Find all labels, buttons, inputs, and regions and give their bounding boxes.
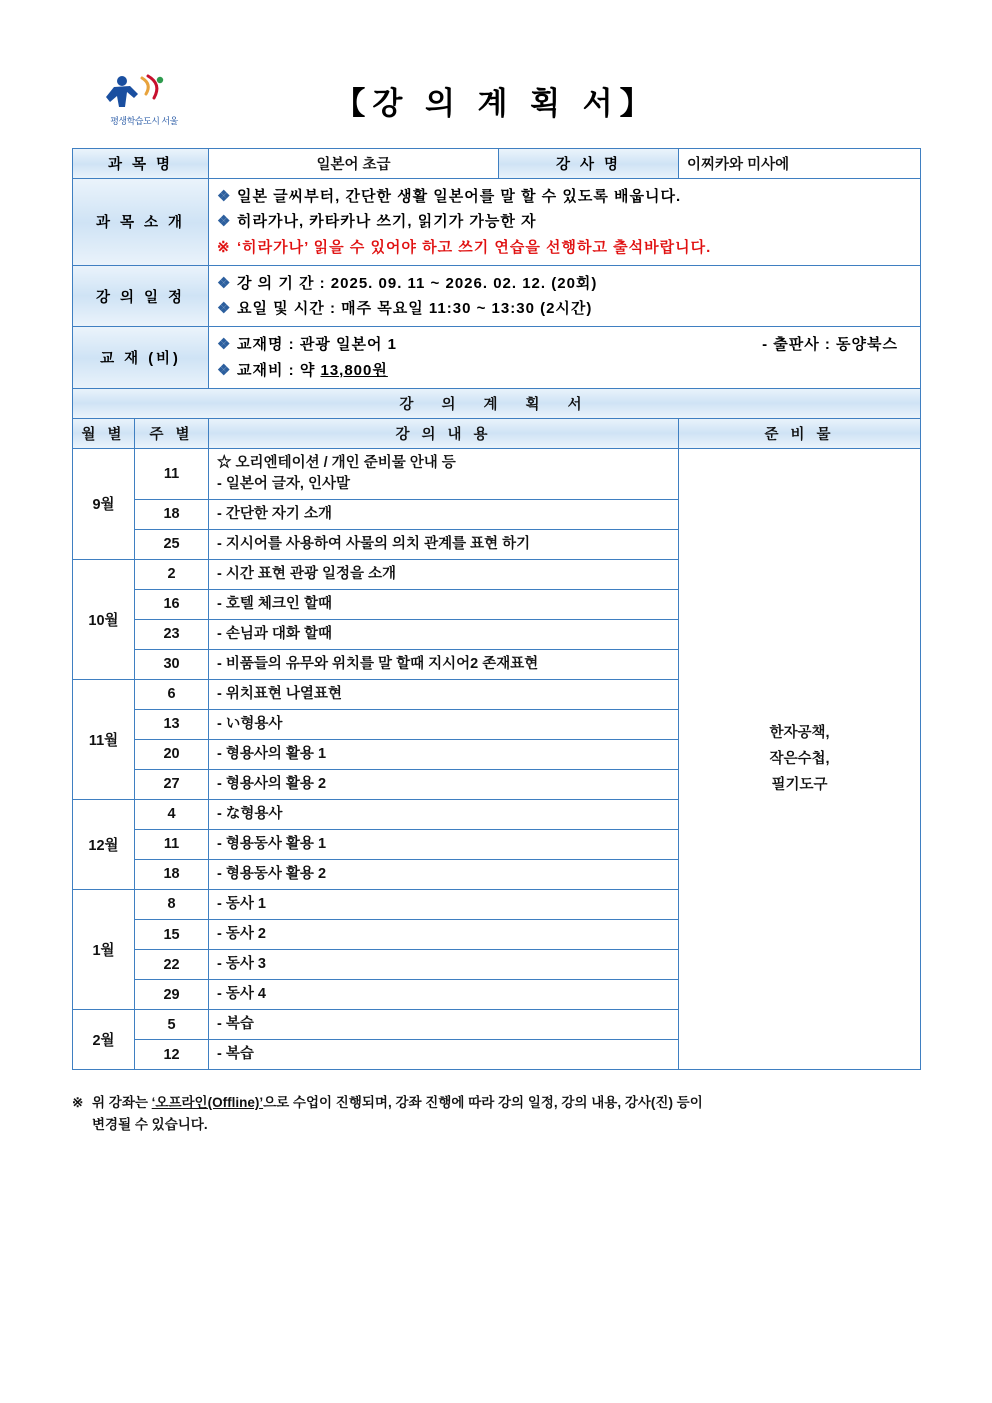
- week-cell: 4: [135, 799, 209, 829]
- diamond-bullet-icon: ❖: [217, 213, 231, 231]
- month-cell: 12월: [73, 799, 135, 889]
- week-cell: 6: [135, 679, 209, 709]
- lesson-content-line: - 형용동사 활용 1: [217, 835, 327, 852]
- lesson-content-line: - 동사 1: [217, 895, 266, 912]
- teacher-label: 강 사 명: [499, 149, 679, 179]
- lesson-content-line: - 지시어를 사용하여 사물의 의치 관계를 표현 하기: [217, 535, 531, 552]
- table-row-textbook: [73, 327, 921, 389]
- week-cell: 20: [135, 739, 209, 769]
- subject-label: 과 목 명: [73, 149, 209, 179]
- month-cell: 10월: [73, 559, 135, 679]
- week-cell: 29: [135, 980, 209, 1010]
- month-cell: 9월: [73, 448, 135, 559]
- lesson-content-line: - 형용사의 활용 2: [217, 775, 327, 792]
- intro-label: 과 목 소 개: [73, 179, 209, 266]
- lesson-content-cell: [209, 559, 679, 589]
- diamond-bullet-icon: ❖: [217, 336, 231, 354]
- lesson-content-line: - 간단한 자기 소개: [217, 505, 332, 522]
- plan-section-title: 강 의 계 획 서: [73, 388, 921, 418]
- footnote-part2: 으로 수업이 진행되며, 강좌 진행에 따라 강의 일정, 강의 내용, 강사(진) 등이: [263, 1095, 703, 1111]
- table-row-headers: [73, 418, 921, 448]
- logo-text: 평생학습도시 서울: [110, 116, 178, 126]
- schedule-line: [217, 272, 912, 295]
- lesson-content-line: - 시간 표현 관광 일정을 소개: [217, 565, 397, 582]
- asterisk-bullet-icon: ※: [217, 238, 230, 256]
- week-cell: 5: [135, 1010, 209, 1040]
- footnote-line2: 변경될 수 있습니다.: [92, 1116, 208, 1132]
- textbook-price: 교재비 : 약 13,800원: [237, 361, 388, 379]
- publisher: - 출판사 : 동양북스: [762, 336, 899, 354]
- lesson-content-cell: [209, 799, 679, 829]
- lesson-content-cell: [209, 769, 679, 799]
- textbook-line: [217, 359, 912, 382]
- week-cell: 15: [135, 920, 209, 950]
- week-cell: 25: [135, 529, 209, 559]
- lesson-content-cell: [209, 950, 679, 980]
- materials-line: 한자공책,: [769, 724, 830, 741]
- organization-logo: [84, 72, 204, 127]
- textbook-content: [209, 327, 921, 389]
- column-header-week: 주 별: [135, 418, 209, 448]
- materials-cell: [679, 448, 921, 1069]
- lesson-content-line: - 호텔 체크인 할때: [217, 595, 332, 612]
- footnote-text: [92, 1092, 920, 1135]
- lesson-content-cell: [209, 499, 679, 529]
- table-row-subject: [73, 149, 921, 179]
- footnote: [72, 1092, 920, 1135]
- lesson-content-line: - 비품들의 유무와 위치를 말 할때 지시어2 존재표현: [217, 655, 539, 672]
- lesson-content-cell: [209, 889, 679, 919]
- intro-line: [217, 185, 912, 208]
- lesson-content-cell: [209, 920, 679, 950]
- schedule-period: 강 의 기 간 : 2025. 09. 11 ~ 2026. 02. 12. (20회): [237, 274, 598, 292]
- diamond-bullet-icon: ❖: [217, 274, 231, 292]
- materials-line: 작은수첩,: [769, 750, 830, 767]
- lesson-content-line: - 동사 4: [217, 986, 266, 1003]
- logo-mark-icon: [84, 72, 204, 112]
- lesson-content-cell: [209, 589, 679, 619]
- footnote-part1: 위 강좌는: [92, 1095, 152, 1111]
- week-cell: 27: [135, 769, 209, 799]
- plan-rows-body: [73, 448, 921, 1069]
- lesson-content-cell: [209, 448, 679, 499]
- week-cell: 18: [135, 499, 209, 529]
- document-header: [72, 60, 920, 138]
- week-cell: 18: [135, 859, 209, 889]
- lesson-content-cell: [209, 529, 679, 559]
- intro-line: [217, 210, 912, 233]
- week-cell: 23: [135, 619, 209, 649]
- materials-line: 필기도구: [771, 776, 828, 793]
- lesson-content-cell: [209, 679, 679, 709]
- column-header-materials: 준 비 물: [679, 418, 921, 448]
- week-cell: 13: [135, 709, 209, 739]
- week-cell: 11: [135, 829, 209, 859]
- lesson-content-cell: [209, 739, 679, 769]
- lesson-content-line: - 형용동사 활용 2: [217, 865, 327, 882]
- lesson-content-line: - い형용사: [217, 715, 283, 732]
- schedule-content: [209, 265, 921, 327]
- lesson-content-line: - な형용사: [217, 805, 283, 822]
- month-cell: 11월: [73, 679, 135, 799]
- diamond-bullet-icon: ❖: [217, 361, 231, 379]
- intro-line-text: ‘히라가나’ 읽을 수 있어야 하고 쓰기 연습을 선행하고 출석바랍니다.: [237, 238, 712, 256]
- intro-line-warning: [217, 236, 912, 259]
- week-cell: 2: [135, 559, 209, 589]
- lesson-content-line: - 동사 2: [217, 926, 266, 942]
- schedule-line: [217, 297, 912, 320]
- course-plan-table: [72, 148, 921, 1070]
- week-cell: 8: [135, 889, 209, 919]
- schedule-label: 강 의 일 정: [73, 265, 209, 327]
- week-cell: 22: [135, 950, 209, 980]
- lesson-content-cell: [209, 709, 679, 739]
- week-cell: 16: [135, 589, 209, 619]
- lesson-content-cell: [209, 1010, 679, 1040]
- lesson-content-cell: [209, 649, 679, 679]
- month-cell: 1월: [73, 889, 135, 1009]
- textbook-line: [217, 333, 912, 356]
- lesson-content-cell: [209, 619, 679, 649]
- week-cell: 11: [135, 448, 209, 499]
- column-header-month: 월 별: [73, 418, 135, 448]
- table-row-intro: [73, 179, 921, 266]
- lesson-content-cell: [209, 859, 679, 889]
- schedule-time: 요일 및 시간 : 매주 목요일 11:30 ~ 13:30 (2시간): [237, 300, 593, 317]
- week-cell: 12: [135, 1040, 209, 1070]
- table-row-section-title: [73, 388, 921, 418]
- lesson-content-line: - 복습: [217, 1016, 254, 1033]
- textbook-name: 교재명 : 관광 일본어 1: [237, 336, 397, 354]
- lesson-content-line: - 일본어 글자, 인사말: [217, 475, 351, 492]
- lesson-content-cell: [209, 1040, 679, 1070]
- diamond-bullet-icon: ❖: [217, 188, 231, 205]
- asterisk-icon: ※: [72, 1095, 84, 1111]
- lesson-content-cell: [209, 829, 679, 859]
- month-cell: 2월: [73, 1010, 135, 1070]
- intro-content: [209, 179, 921, 266]
- intro-line-text: 히라가나, 카타카나 쓰기, 읽기가 가능한 자: [237, 213, 537, 231]
- column-header-content: 강 의 내 용: [209, 418, 679, 448]
- lesson-content-line: - 위치표현 나열표현: [217, 685, 342, 702]
- footnote-emphasis: ‘오프라인(Offline)’: [151, 1095, 264, 1111]
- lesson-content-line: ☆ 오리엔테이션 / 개인 준비물 안내 등: [217, 454, 456, 471]
- lesson-content-cell: [209, 980, 679, 1010]
- lesson-content-line: - 동사 3: [217, 956, 266, 973]
- intro-line-text: 일본 글씨부터, 간단한 생활 일본어를 말 할 수 있도록 배웁니다.: [237, 188, 682, 205]
- lesson-content-line: - 복습: [217, 1046, 254, 1063]
- diamond-bullet-icon: ❖: [217, 300, 231, 317]
- page-title: 【강 의 계 획 서】: [334, 86, 658, 121]
- subject-value: 일본어 초급: [209, 149, 499, 179]
- lesson-content-line: - 손님과 대화 할때: [217, 625, 332, 642]
- teacher-value: 이찌카와 미사에: [679, 149, 921, 179]
- lesson-content-line: - 형용사의 활용 1: [217, 745, 327, 762]
- table-row: [73, 448, 921, 499]
- table-row-schedule: [73, 265, 921, 327]
- textbook-label: 교 재 (비): [73, 327, 209, 389]
- week-cell: 30: [135, 649, 209, 679]
